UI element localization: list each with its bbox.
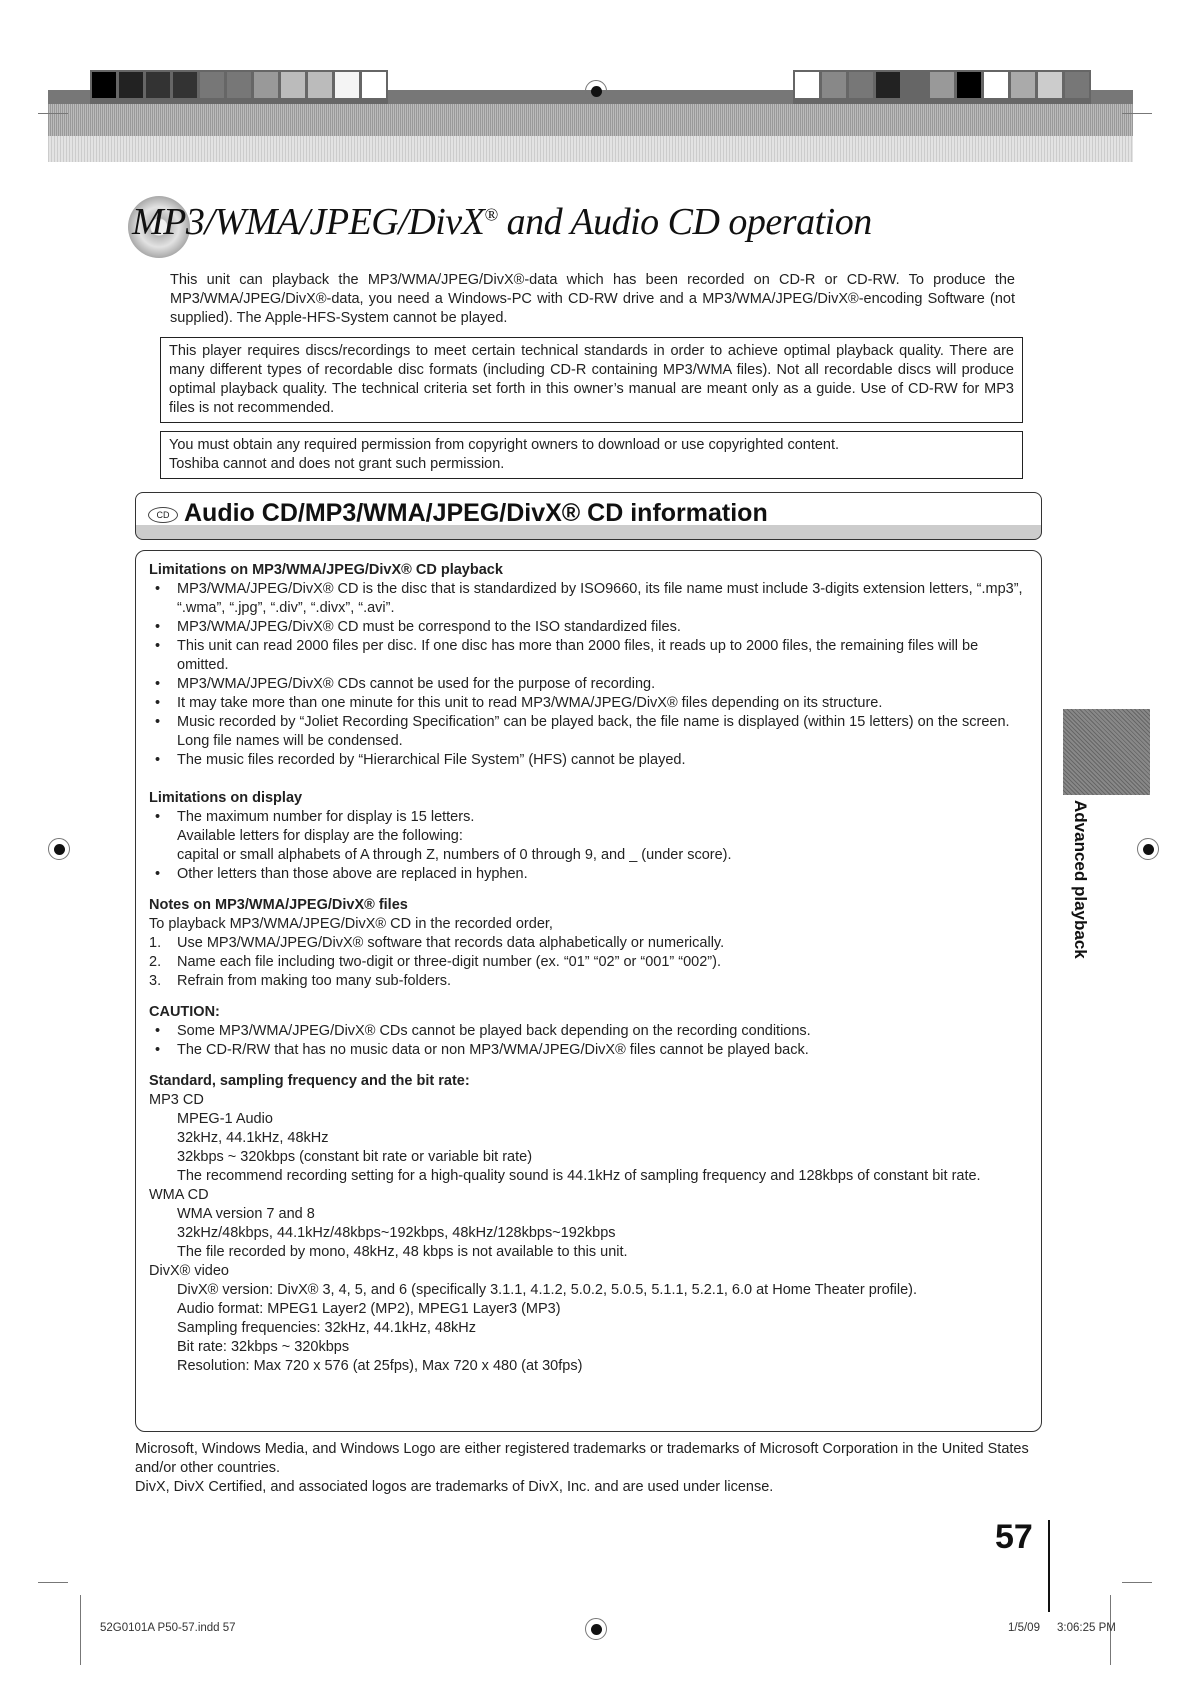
- list-item: • It may take more than one minute for this unit to read MP3/WMA/JPEG/DivX® files depending on its structure.: [155, 695, 883, 711]
- list-item: • The music files recorded by “Hierarchical File System” (HFS) cannot be played.: [155, 752, 686, 768]
- list-item: 3. Refrain from making too many sub-folders.: [149, 973, 451, 989]
- spec-line: The file recorded by mono, 48kHz, 48 kbps is not available to this unit.: [177, 1244, 628, 1260]
- list-item: • MP3/WMA/JPEG/DivX® CD must be correspond to the ISO standardized files.: [155, 619, 681, 635]
- copyright-notice-box: [160, 431, 1023, 479]
- heading: Limitations on display: [149, 790, 303, 806]
- copyright-notice-line: You must obtain any required permission from copyright owners to download or use copyrighted content.: [169, 437, 840, 453]
- registration-mark-icon: [1137, 838, 1159, 860]
- spec-line: Bit rate: 32kbps ~ 320kbps: [177, 1339, 350, 1355]
- slug-date: 1/5/09: [1008, 1622, 1040, 1634]
- side-tab: [1063, 709, 1150, 795]
- heading: Notes on MP3/WMA/JPEG/DivX® files: [149, 897, 408, 913]
- spec-line: Audio format: MPEG1 Layer2 (MP2), MPEG1 Layer3 (MP3): [177, 1301, 561, 1317]
- registration-mark-icon: [48, 838, 70, 860]
- notes-lead: To playback MP3/WMA/JPEG/DivX® CD in the recorded order,: [149, 916, 553, 932]
- copyright-notice-line: Toshiba cannot and does not grant such permission.: [169, 456, 505, 472]
- list-item: • Some MP3/WMA/JPEG/DivX® CDs cannot be played back depending on the recording conditions.: [155, 1023, 811, 1039]
- crop-mark: [38, 113, 68, 114]
- heading: Limitations on MP3/WMA/JPEG/DivX® CD playback: [149, 562, 503, 578]
- cd-icon: CD: [148, 507, 178, 523]
- page-number-rule: [1048, 1520, 1050, 1612]
- quality-notice-box: [160, 337, 1023, 423]
- spec-line: Resolution: Max 720 x 576 (at 25fps), Max 720 x 480 (at 30fps): [177, 1358, 583, 1374]
- crop-mark: [1122, 1582, 1152, 1583]
- spec-line: 32kHz/48kbps, 44.1kHz/48kbps~192kbps, 48kHz/128kbps~192kbps: [177, 1225, 616, 1241]
- spec-line: 32kbps ~ 320kbps (constant bit rate or variable bit rate): [177, 1149, 533, 1165]
- color-bar-left: [90, 70, 388, 104]
- trademark-line: Microsoft, Windows Media, and Windows Logo are either registered trademarks or trademarks of Microsoft Corporation in the United States and/or other countries.: [135, 1441, 1029, 1476]
- side-tab-label: Advanced playback: [1071, 800, 1090, 959]
- list-item: • This unit can read 2000 files per disc. If one disc has more than 2000 files, it reads up to 2000 files, the remaining files will be omitted.: [155, 638, 979, 673]
- page-number: 57: [995, 1518, 1033, 1556]
- slug-filename: 52G0101A P50-57.indd 57: [100, 1622, 236, 1634]
- list-item: • The CD-R/RW that has no music data or non MP3/WMA/JPEG/DivX® files cannot be played back.: [155, 1042, 809, 1058]
- crop-mark: [80, 1595, 81, 1665]
- list-item: • Music recorded by “Joliet Recording Specification” can be played back, the file name is displayed (within 15 letters) on the screen. Long file names will be condensed.: [155, 714, 1010, 749]
- list-item: • MP3/WMA/JPEG/DivX® CD is the disc that is standardized by ISO9660, its file name must include 3-digits extension letters, “.mp3”, “.wma”, “.jpg”, “.div”, “.divx”, “.avi”.: [155, 581, 1023, 616]
- color-bar-right: [793, 70, 1091, 104]
- trademark-line: DivX, DivX Certified, and associated logos are trademarks of DivX, Inc. and are used under license.: [135, 1479, 774, 1495]
- registration-mark-icon: [585, 1618, 607, 1640]
- list-item: 2. Name each file including two-digit or three-digit number (ex. “01” “02” or “001” “002”).: [149, 954, 721, 970]
- spec-line: 32kHz, 44.1kHz, 48kHz: [177, 1130, 329, 1146]
- spec-line: MPEG-1 Audio: [177, 1111, 273, 1127]
- crop-mark: [38, 1582, 68, 1583]
- registration-mark-icon: [585, 80, 607, 102]
- spec-line: WMA version 7 and 8: [177, 1206, 315, 1222]
- heading: Standard, sampling frequency and the bit rate:: [149, 1073, 470, 1089]
- list-item: • Other letters than those above are replaced in hyphen.: [155, 866, 528, 882]
- list-item: • MP3/WMA/JPEG/DivX® CDs cannot be used for the purpose of recording.: [155, 676, 656, 692]
- heading: CAUTION:: [149, 1004, 220, 1020]
- crop-mark: [1122, 113, 1152, 114]
- intro-paragraph: This unit can playback the MP3/WMA/JPEG/DivX®-data which has been recorded on CD-R or CD-RW. To produce the MP3/WMA/JPEG/DivX®-data, you need a Windows-PC with CD-RW drive and a MP3/WMA/JPEG/DivX®-encoding Software (not supplied). The Apple-HFS-System cannot be played.: [170, 272, 1015, 326]
- section-header: [135, 492, 1042, 540]
- spec-line: Sampling frequencies: 32kHz, 44.1kHz, 48kHz: [177, 1320, 477, 1336]
- group-name: WMA CD: [149, 1187, 209, 1203]
- list-item: 1. Use MP3/WMA/JPEG/DivX® software that records data alphabetically or numerically.: [149, 935, 725, 951]
- page-title: MP3/WMA/JPEG/DivX® and Audio CD operation: [132, 201, 872, 243]
- slug-time: 3:06:25 PM: [1057, 1622, 1116, 1634]
- spec-line: The recommend recording setting for a high-quality sound is 44.1kHz of sampling frequency and 128kbps of constant bit rate.: [177, 1168, 981, 1184]
- group-name: DivX® video: [149, 1263, 229, 1279]
- section-title: Audio CD/MP3/WMA/JPEG/DivX® CD information: [184, 499, 768, 527]
- quality-notice-text: This player requires discs/recordings to meet certain technical standards in order to achieve optimal playback quality. There are many different types of recordable disc formats (including CD-R containing MP3/WMA files). Not all recordable discs will produce optimal playback quality. The technical criteria set forth in this owner’s manual are meant only as a guide. Use of CD-RW for MP3 files is not recommended.: [169, 343, 1014, 416]
- trademark-notes: [135, 1440, 1045, 1497]
- list-item: • The maximum number for display is 15 letters. Available letters for display are the following: capital or small alphabets of A through Z, numbers of 0 through 9, and _ (under score).: [155, 809, 732, 863]
- info-box: [135, 550, 1042, 1432]
- group-name: MP3 CD: [149, 1092, 204, 1108]
- spec-line: DivX® version: DivX® 3, 4, 5, and 6 (specifically 3.1.1, 4.1.2, 5.0.2, 5.0.5, 5.1.1, 5.2.1, 6.0 at Home Theater profile).: [177, 1282, 918, 1298]
